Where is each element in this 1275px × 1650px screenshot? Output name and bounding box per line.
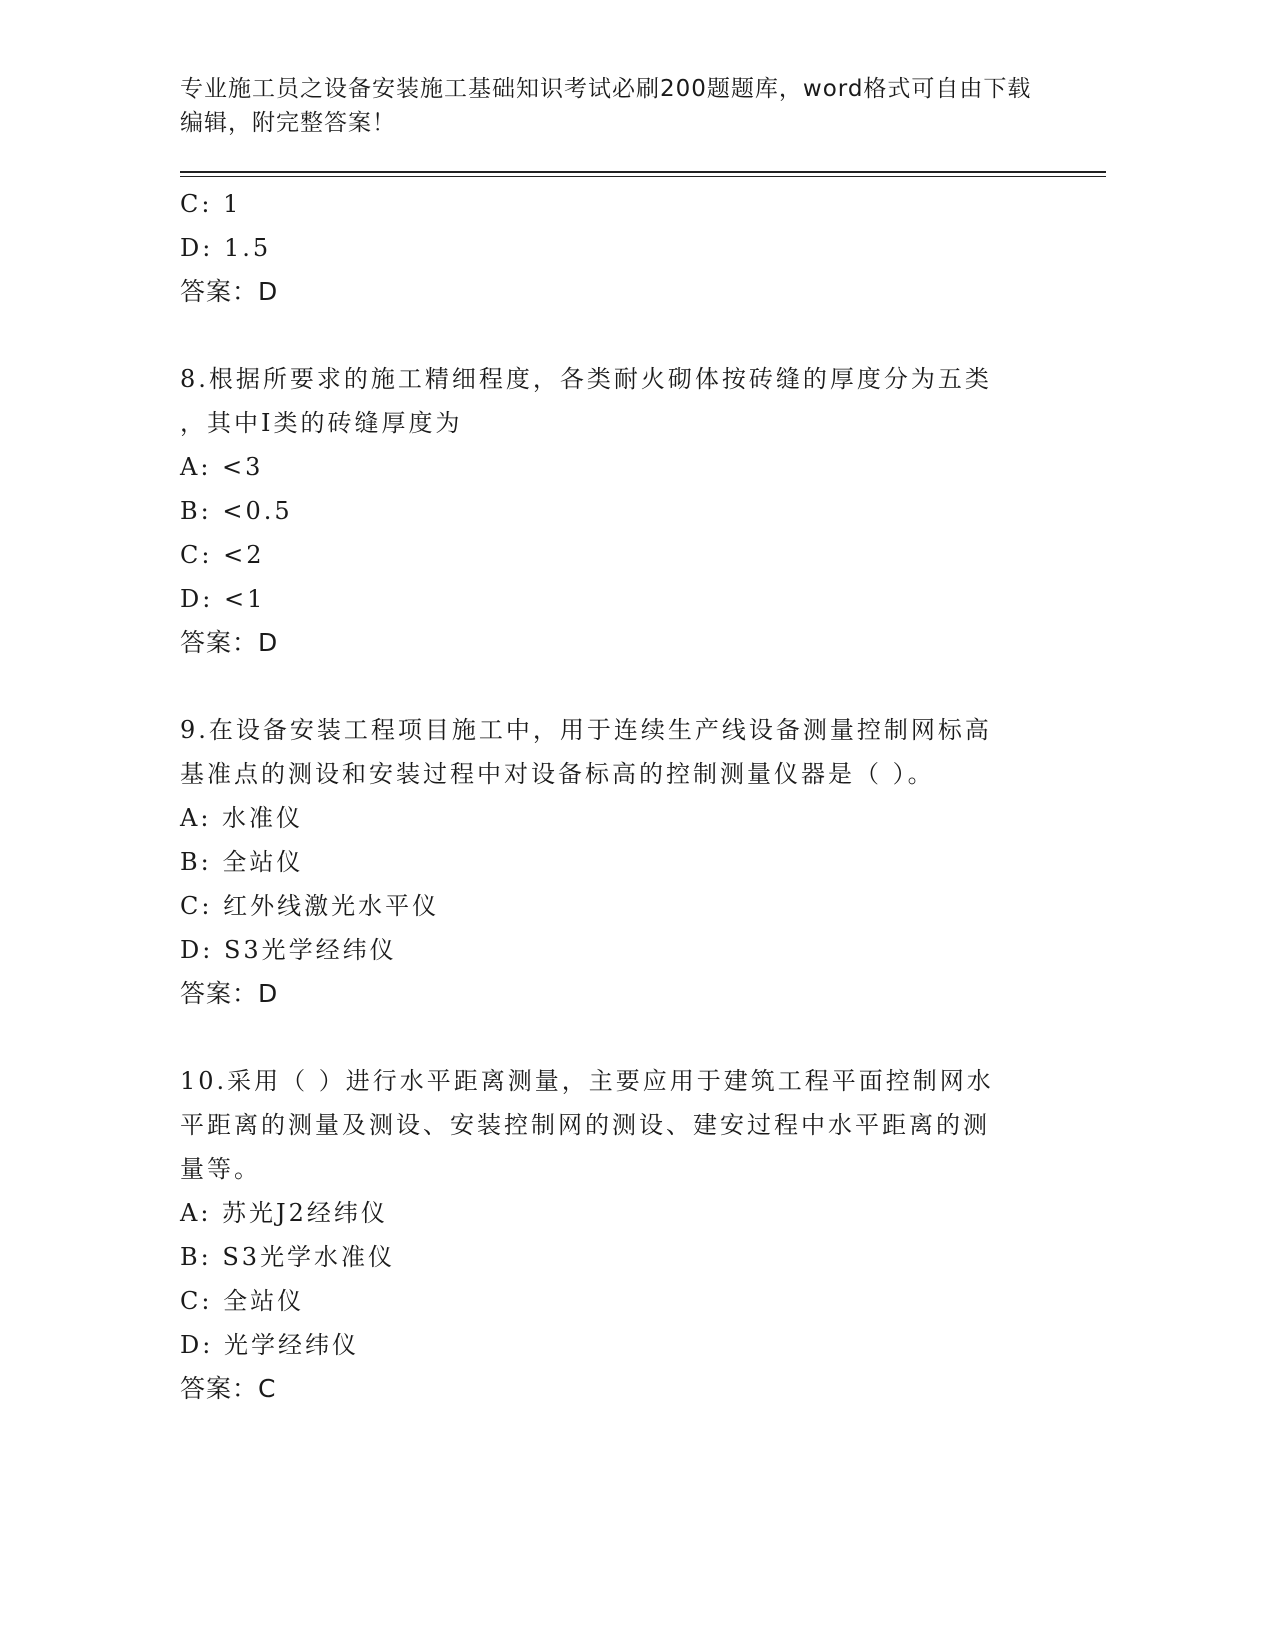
option-b: B: <0.5 [180, 497, 293, 525]
header-line-1: 专业施工员之设备安装施工基础知识考试必刷200题题库，word格式可自由下载 [180, 76, 1032, 102]
option-d: D: S3光学经纬仪 [180, 936, 397, 964]
previous-question-tail [180, 182, 1060, 314]
question-content [180, 182, 1060, 1411]
option-a: A: 水准仪 [180, 804, 304, 832]
question-text-line: 平距离的测量及测设、安装控制网的测设、建安过程中水平距离的测 [180, 1111, 990, 1139]
question-text-line: ，其中Ⅰ类的砖缝厚度为 [180, 409, 463, 437]
spacer [180, 1016, 1060, 1059]
document-header [180, 72, 1060, 140]
question-9 [180, 708, 1060, 1016]
spacer [180, 665, 1060, 708]
option-a: A: <3 [180, 453, 264, 481]
option-c: C: <2 [180, 541, 265, 569]
question-text-line: 量等。 [180, 1155, 261, 1183]
header-divider-thin [180, 176, 1106, 177]
option-b: B: S3光学水准仪 [180, 1243, 396, 1271]
question-10 [180, 1059, 1060, 1411]
spacer [180, 314, 1060, 357]
option-c: C: 全站仪 [180, 1287, 305, 1315]
question-8 [180, 357, 1060, 665]
option-d: D: <1 [180, 585, 266, 613]
option-c: C: 红外线激光水平仪 [180, 892, 440, 920]
question-text-line: 8.根据所要求的施工精细程度，各类耐火砌体按砖缝的厚度分为五类 [180, 365, 992, 393]
question-text-line: 基准点的测设和安装过程中对设备标高的控制测量仪器是（ ）。 [180, 760, 935, 788]
header-line-2: 编辑，附完整答案！ [180, 110, 396, 136]
question-text-line: 9.在设备安装工程项目施工中，用于连续生产线设备测量控制网标高 [180, 716, 992, 744]
answer-label: 答案：C [180, 1374, 277, 1403]
option-d: D: 光学经纬仪 [180, 1331, 359, 1359]
answer-label: 答案：D [180, 628, 279, 657]
question-text-line: 10.采用（ ）进行水平距离测量，主要应用于建筑工程平面控制网水 [180, 1067, 994, 1095]
option-b: B: 全站仪 [180, 848, 304, 876]
header-divider-thick [180, 171, 1106, 173]
option-a: A: 苏光J2经纬仪 [180, 1199, 388, 1227]
answer-label: 答案：D [180, 277, 279, 306]
option-c: C: 1 [180, 190, 242, 218]
option-d: D: 1.5 [180, 234, 272, 262]
answer-label: 答案：D [180, 979, 279, 1008]
